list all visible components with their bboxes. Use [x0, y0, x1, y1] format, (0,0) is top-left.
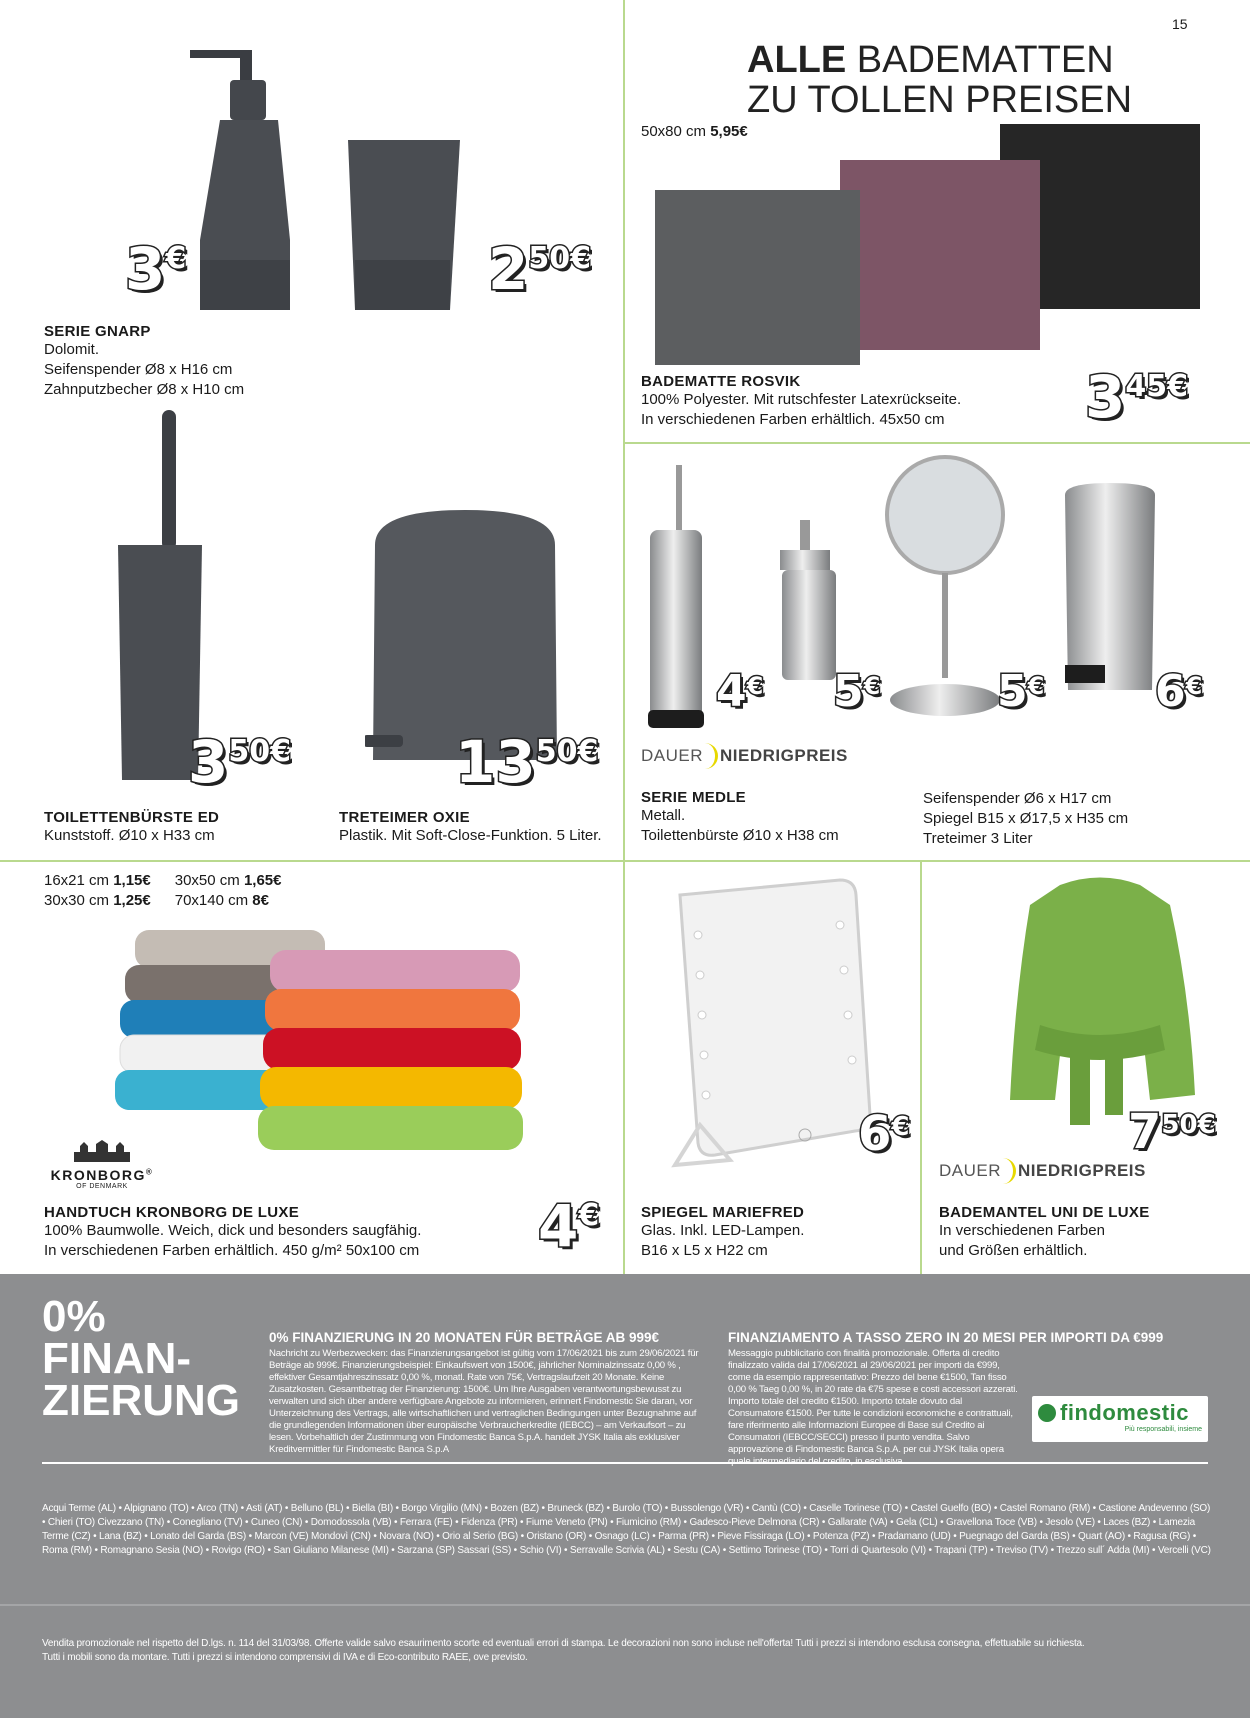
- towel-text: HANDTUCH KRONBORG DE LUXE 100% Baumwolle. Weich, dick und besonders saugfähig. In verschiedenen Farben erhältlich. 450 g/m² 50x100 cm: [44, 1204, 422, 1259]
- bademat-size: 50x80 cm 5,95€: [641, 123, 748, 140]
- finance-de: 0% FINANZIERUNG IN 20 MONATEN FÜR BETRÄGE AB 999€ Nachricht zu Werbezwecken: das Finanzierungsangebot ist gültig vom 17/06/2021 bis zum 29/06/2021 für Beträge ab 999€. Finanzierungsbeispiel: Einkaufswert von 1500€, jährlicher Nominalzinssatz 0,00 % , effektiver Gesamtjahreszinssatz 0,00 %, monatl. Rate von 75€, Vertragslaufzeit 20 Monate. Keine Zusatzkosten. Gesamtbetrag der Finanzierung: 1500€. Um Ihre Ausgaben verantwortungsbewusst zu verwalten und sich über andere verfügbare Angebote zu informieren, erinnert Findomestic Sie daran, vor Unterzeichnung des Vertrags, alle wirtschaftlichen und vertraglichen Bedingungen unter Bezugnahme auf die grundlegenden Informationen über europäische Verbraucherkredite (IEBCC) – am Verkaufsort – zu lesen. Vorbehaltlich der Zustimmung von Findomestic Banca S.p.A. handelt JYSK Italia als exklusiver Kreditvermittler für Findomestic Banca S.p.A: [269, 1330, 699, 1455]
- finance-section: [0, 1274, 1250, 1604]
- ed-price: 350€: [188, 728, 291, 796]
- spiegel-text: SPIEGEL MARIEFRED Glas. Inkl. LED-Lampen. B16 x L5 x H22 cm: [641, 1204, 805, 1259]
- footer-line-2: Tutti i mobili sono da montare. Tutti i prezzi si intendono comprensivi di IVA e di Eco-contributo RAEE, ove previsto.: [42, 1652, 528, 1663]
- findomestic-icon: [1038, 1404, 1056, 1422]
- mantel-image: [1000, 875, 1200, 1135]
- page-number: 15: [1172, 16, 1188, 32]
- gnarp-price-1: 3€: [125, 235, 187, 303]
- finance-it: FINANZIAMENTO A TASSO ZERO IN 20 MESI PER IMPORTI DA €999 Messaggio pubblicitario con finalità promozionale. Offerta di credito finalizzato valida dal 17/06/2021 al 29/06/2021 per importi da €999, come da esempio rappresentativo: Prezzo del bene €1500, Tan fisso 0,00 % Taeg 0,00 %, in 20 rate da €75 spese e costi accessori azzerati. Importo totale del credito €1500. Importo totale dovuto dal Consumatore €1500. Per tutte le condizioni economiche e contrattuali, fare riferimento alle Informazioni Europee di Base sul Credito ai Consumatori (IEBCC/SECCI) presso il punto vendita. Salvo approvazione di Findomestic Banca S.p.A. per cui JYSK Italia opera: [728, 1330, 1164, 1455]
- oxie-text: TRETEIMER OXIE Plastik. Mit Soft-Close-Funktion. 5 Liter.: [339, 809, 602, 844]
- castle-icon: [72, 1140, 132, 1162]
- towel-image: [115, 925, 530, 1175]
- gnarp-name: SERIE GNARP: [44, 323, 151, 340]
- gnarp-image: [180, 40, 480, 330]
- bademat-headline: ALLE BADEMATTEN ZU TOLLEN PREISEN: [747, 39, 1133, 121]
- divider-v-bottom-1: [623, 860, 625, 1274]
- mantel-dauer-badge: DAUER NIEDRIGPREIS: [939, 1158, 1146, 1184]
- gnarp-price-2: 250€: [488, 235, 591, 303]
- divider-h-2: [0, 860, 1250, 862]
- medle-price-3: 5€: [997, 666, 1045, 717]
- findomestic-logo: findomestic Più responsabili, insieme: [1032, 1396, 1208, 1442]
- towel-sizes: 16x21 cm 1,15€ 30x50 cm 1,65€ 30x30 cm 1,25€ 70x140 cm 8€: [44, 872, 282, 909]
- store-list: Acqui Terme (AL) • Alpignano (TO) • Arco (TN) • Asti (AT) • Belluno (BL) • Biella (BI) • Borgo Virgilio (MN) • Bozen (BZ) • Bruneck (BZ) • Burolo (TO) • Bussolengo (VR) • Cantù (CO) • Caselle Torinese (TO) • Castel Guelfo (BO) • Castel Romano (RM) • Castione Andevenno (SO) • Chieri (TO) Civezzano (TN) • Conegliano (TV) • Cuneo (CN) • Domodossola (VB) • Ferrara (FE) • Fidenza (PR) • Fiume Veneto (PN) • Fiumicino (RM) • Gadesco-Pieve Delmona (CR) • Gallarate (VA) • Gela (CL) • Gravellona Toce (VB) • Jesolo (VE) • Laces (BZ) • Lamezia Terme (CZ) • Lana (BZ) • Lonato del Garda (BS) • Marcon (VE) Mondovì (CN) • Novara (NO) • Orio al Serio (BG) • Oristano (OR) • Osnago (LC) • Parma (PR) • Pieve Fissiraga (LO) • Potenza (PZ) • Pradamano (UD) • Puegnago del Garda (BS) • Quart (AO) • Ragusa (RG) • Roma (RM) • Romagnano Sesia (NO) • Rovigo (RO) • San Giuliano Milanese (MI) • Sarzana (SP) Sassari (SS) • Schio (VI) • Serravalle Scrivia (AL) • Sestu (CA) • Settimo Torinese (TO) • Torri di Quartesolo (VI) • Trapani (TP) • Treviso (TV) • Trezzo sull´ Adda (MI) • Vercelli (VC): [42, 1503, 1211, 1556]
- divider-v-bottom-2: [920, 860, 922, 1274]
- finance-big-title: 0% FINAN- ZIERUNG: [42, 1292, 240, 1425]
- oxie-price: 1350€: [455, 728, 599, 796]
- medle-text: SERIE MEDLE Metall. Toilettenbürste Ø10 x H38 cm: [641, 789, 839, 844]
- bademat-price: 345€: [1085, 363, 1188, 431]
- medle-dauer-badge: DAUER NIEDRIGPREIS: [641, 743, 848, 769]
- gnarp-text: SERIE GNARP Dolomit. Seifenspender Ø8 x H16 cm Zahnputzbecher Ø8 x H10 cm: [44, 323, 245, 398]
- medle-price-2: 5€: [833, 666, 881, 717]
- spiegel-image: [670, 875, 880, 1175]
- ed-text: TOILETTENBÜRSTE ED Kunststoff. Ø10 x H33 cm: [44, 809, 220, 844]
- divider-h-1: [623, 442, 1250, 444]
- bademat-image: [650, 120, 1210, 370]
- medle-text-right: Seifenspender Ø6 x H17 cm Spiegel B15 x Ø17,5 x H35 cm Treteimer 3 Liter: [923, 790, 1129, 847]
- bademat-text: BADEMATTE ROSVIK 100% Polyester. Mit rutschfester Latexrückseite. In verschiedenen Farben erhältlich. 45x50 cm: [641, 373, 962, 428]
- medle-price-4: 6€: [1155, 666, 1203, 717]
- mantel-text: BADEMANTEL UNI DE LUXE In verschiedenen Farben und Größen erhältlich.: [939, 1204, 1150, 1259]
- towel-price: 4€: [538, 1192, 600, 1260]
- spiegel-price: 6€: [858, 1106, 910, 1162]
- finance-divider: [42, 1462, 1208, 1464]
- divider-v-top: [623, 0, 625, 862]
- footer: [0, 1604, 1250, 1718]
- footer-line-1: Vendita promozionale nel rispetto del D.lgs. n. 114 del 31/03/98. Offerte valide salvo esaurimento scorte ed eventuali errori di stampa. Le decorazioni non sono incluse nell'offerta! Tutti i prezzi si intendono esclusa consegna, effettuabile su richiesta.: [42, 1638, 1085, 1649]
- medle-price-1: 4€: [716, 666, 764, 717]
- kronborg-logo: KRONBORG® OF DENMARK: [42, 1140, 162, 1190]
- mantel-price: 750€: [1128, 1104, 1216, 1160]
